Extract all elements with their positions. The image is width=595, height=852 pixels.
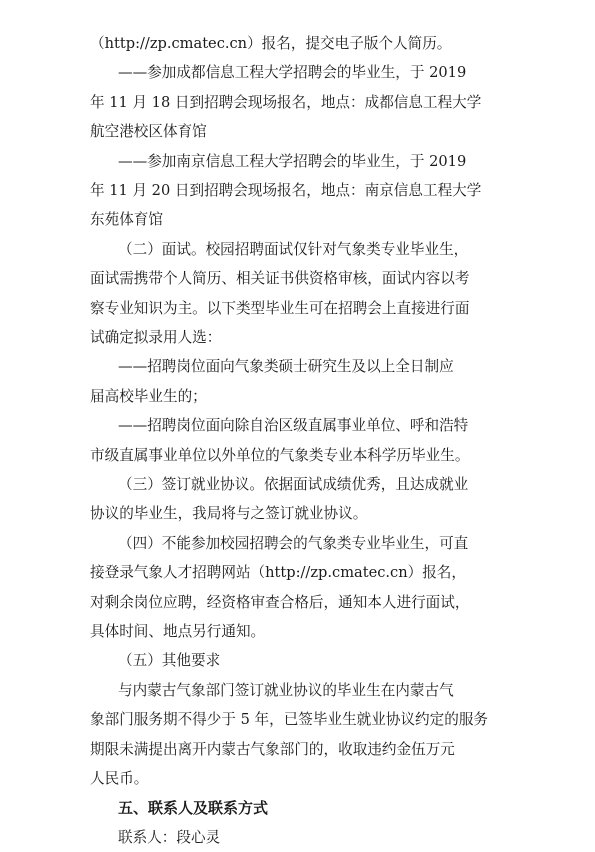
text-line: ——参加成都信息工程大学招聘会的毕业生，于 2019 xyxy=(118,64,467,81)
text-line: 期限未满提出离开内蒙古气象部门的，收取违约金伍万元 xyxy=(90,741,455,758)
text-line: 象部门服务期不得少于 5 年，已签毕业生就业协议约定的服务 xyxy=(90,711,489,728)
text-line: （二）面试。校园招聘面试仅针对气象类专业毕业生， xyxy=(118,241,469,258)
text-line: 与内蒙古气象部门签订就业协议的毕业生在内蒙古气 xyxy=(118,682,454,699)
text-line: 试确定拟录用人选： xyxy=(90,329,222,346)
text-line: 年 11 月 20 日到招聘会现场报名，地点：南京信息工程大学 xyxy=(90,182,482,199)
text-line: （五）其他要求 xyxy=(118,652,221,669)
text-line: （三）签订就业协议。依据面试成绩优秀，且达成就业 xyxy=(118,476,469,493)
text-line: ——招聘岗位面向气象类硕士研究生及以上全日制应 xyxy=(118,358,454,375)
contact-person-line: 联系人：段心灵 xyxy=(118,829,221,846)
text-line: 人民币。 xyxy=(90,770,149,787)
text-line: 年 11 月 18 日到招聘会现场报名，地点：成都信息工程大学 xyxy=(90,94,482,111)
text-line: ——参加南京信息工程大学招聘会的毕业生，于 2019 xyxy=(118,153,467,170)
text-line: 东苑体育馆 xyxy=(90,211,163,228)
text-line: 航空港校区体育馆 xyxy=(90,123,207,140)
text-line: 对剩余岗位应聘，经资格审查合格后，通知本人进行面试， xyxy=(90,594,470,611)
text-line: 市级直属事业单位以外单位的气象类专业本科学历毕业生。 xyxy=(90,447,470,464)
text-line: 面试需携带个人简历、相关证书供资格审核，面试内容以考 xyxy=(90,270,470,287)
text-line: 察专业知识为主。以下类型毕业生可在招聘会上直接进行面 xyxy=(90,300,470,317)
text-line: （http://zp.cmatec.cn）报名，提交电子版个人简历。 xyxy=(90,35,452,52)
text-line: 协议的毕业生，我局将与之签订就业协议。 xyxy=(90,505,368,522)
text-line: 接登录气象人才招聘网站（http://zp.cmatec.cn）报名， xyxy=(90,564,466,581)
text-line: 具体时间、地点另行通知。 xyxy=(90,623,266,640)
text-line: ——招聘岗位面向除自治区级直属事业单位、呼和浩特 xyxy=(118,417,469,434)
section-heading: 五、联系人及联系方式 xyxy=(118,799,269,817)
text-line: 届高校毕业生的； xyxy=(90,388,207,405)
text-line: （四）不能参加校园招聘会的气象类专业毕业生，可直 xyxy=(118,535,469,552)
